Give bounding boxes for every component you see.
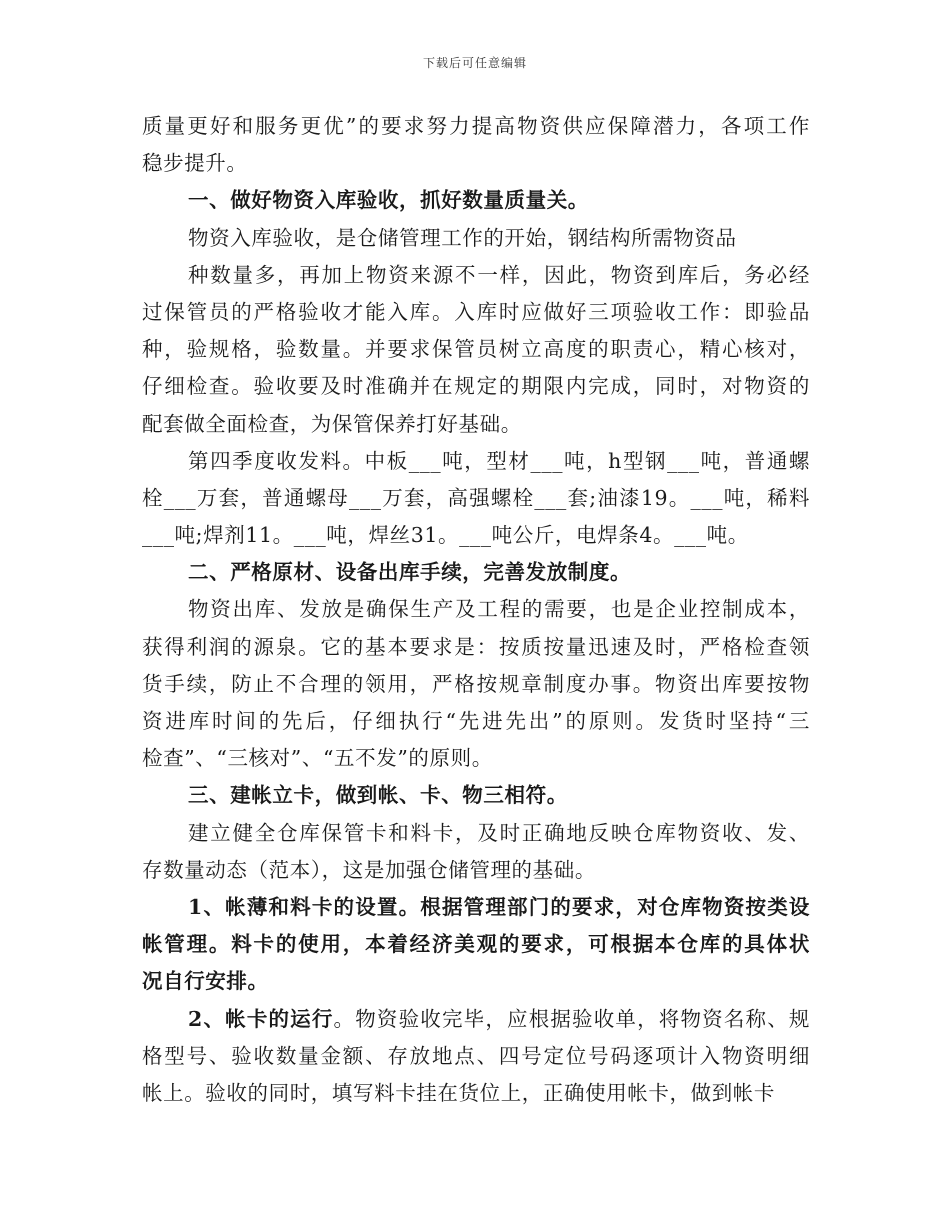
line-text: 物资出库、发放是确保生产及工程的需要，也是企业控制成本， [188,597,810,622]
text-line [142,740,810,777]
text-line [142,963,810,1000]
line-text: 三、建帐立卡，做到帐、卡、物三相符。 [188,783,568,808]
line-text: 1、帐薄和料卡的设置。根据管理部门的要求，对仓库物资按类设 [188,894,810,919]
line-text: 况自行安排。 [142,969,269,994]
line-text: 。物资验收完毕，应根据验收单，将物资名称、规 [333,1006,810,1031]
line-text: 检查”、“三核对”、“五不发”的原则。 [142,746,493,771]
text-line [142,926,810,963]
text-line [142,480,810,517]
text-line [142,108,810,145]
text-line [142,257,810,294]
line-text: 货手续，防止不合理的领用，严格按规章制度办事。物资出库要按物 [142,671,810,696]
line-text: 帐上。验收的同时，填写料卡挂在货位上，正确使用帐卡，做到帐卡 [142,1080,775,1105]
text-line [142,815,810,852]
line-text: 获得利润的源泉。它的基本要求是：按质按量迅速及时，严格检查领 [142,634,810,659]
text-line [142,1038,810,1075]
text-line [142,889,810,926]
line-text: 物资入库验收，是仓储管理工作的开始，钢结构所需物资品 [188,225,737,250]
text-line [142,703,810,740]
text-line [142,629,810,666]
line-text: 资进库时间的先后，仔细执行“先进先出”的原则。发货时坚持“三 [142,709,810,733]
p-section-2 [142,591,810,777]
text-line [142,591,810,628]
p-section-1b [142,257,810,443]
text-line [142,443,810,480]
line-text: 配套做全面检查，为保管保养打好基础。 [142,411,522,436]
text-line [142,666,810,703]
text-line [142,1001,810,1038]
line-text: 建立健全仓库保管卡和料卡，及时正确地反映仓库物资收、发、 [188,820,810,845]
line-text: 一、做好物资入库验收，抓好数量质量关。 [188,188,589,213]
text-line [142,145,810,182]
h-section-3 [142,777,810,814]
line-text: 二、严格原材、设备出库手续，完善发放制度。 [188,560,632,585]
line-text: 仔细检查。验收要及时准确并在规定的期限内完成，同时，对物资的 [142,374,810,399]
p-item-2 [142,1001,810,1113]
p-item-1 [142,889,810,1001]
text-line [142,517,810,554]
line-text: ___吨;焊剂11。___吨，焊丝31。___吨公斤，电焊条4。___吨。 [142,523,749,548]
line-text: 第四季度收发料。中板___吨，型材___吨，h型钢___吨，普通螺 [188,448,810,473]
document-body [142,108,810,1112]
text-line [142,406,810,443]
line-text: 帐管理。料卡的使用，本着经济美观的要求，可根据本仓库的具体状 [142,932,810,957]
line-text: 过保管员的严格验收才能入库。入库时应做好三项验收工作：即验品 [142,299,810,324]
p-q4-materials [142,443,810,555]
text-line [142,182,810,219]
line-text: 栓___万套，普通螺母___万套，高强螺栓___套;油漆19。___吨，稀料 [142,485,810,510]
line-text: 稳步提升。 [142,151,248,176]
page-header: 下载后可任意编辑 [422,56,527,70]
text-line [142,852,810,889]
text-line [142,294,810,331]
text-line [142,220,810,257]
h-section-2 [142,554,810,591]
line-text: 格型号、验收数量金额、存放地点、四号定位号码逐项计入物资明细 [142,1043,810,1068]
line-text: 种，验规格，验数量。并要求保管员树立高度的职责心，精心核对， [142,337,810,362]
text-line [142,1075,810,1112]
p-section-1a [142,220,810,257]
h-section-1 [142,182,810,219]
line-text: 质量更好和服务更优”的要求努力提高物资供应保障潜力，各项工作 [142,114,810,138]
p-section-3 [142,815,810,889]
text-line [142,777,810,814]
line-text: 种数量多，再加上物资来源不一样，因此，物资到库后，务必经 [188,262,810,287]
line-text: 存数量动态（范本），这是加强仓储管理的基础。 [142,857,596,882]
p-intro-cont [142,108,810,182]
text-line [142,368,810,405]
text-line [142,331,810,368]
text-line [142,554,810,591]
bold-lead: 2、帐卡的运行 [188,1006,334,1031]
